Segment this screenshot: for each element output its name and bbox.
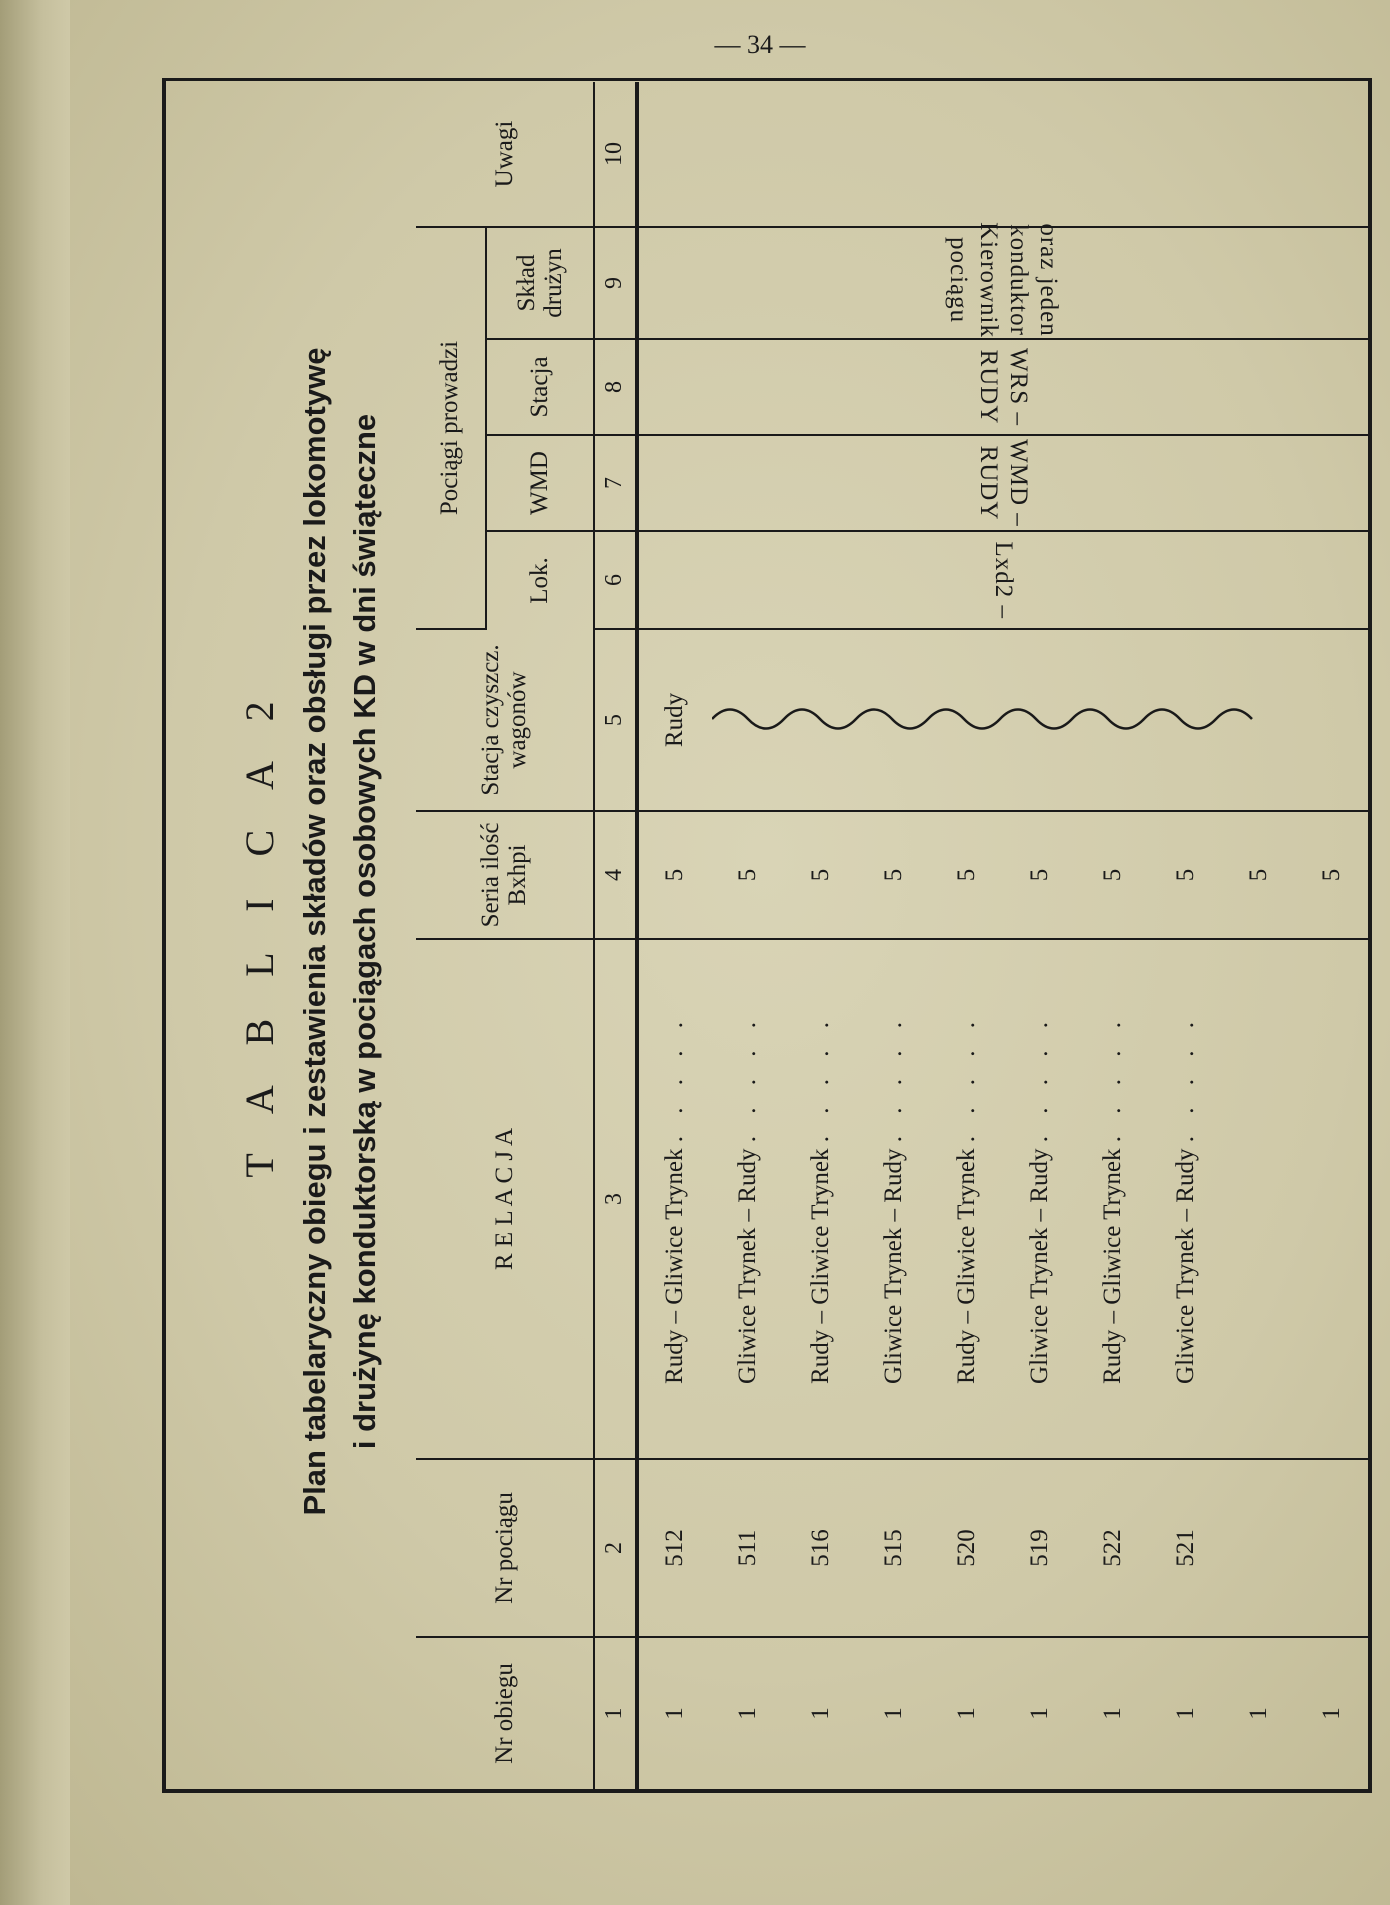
header-nr-obiegu: Nr obiegu	[416, 1637, 594, 1789]
cell-relacja	[785, 939, 858, 1459]
cell-lok-merged	[637, 531, 1368, 629]
relacja-text: Rudy – Gliwice Trynek	[1098, 1148, 1126, 1384]
cell-obieg: 1	[1098, 1707, 1126, 1720]
leader-dots: . . . . .	[807, 1014, 835, 1143]
cell-seria: 5	[1004, 811, 1077, 939]
relacja-text: Gliwice Trynek – Rudy	[1025, 1148, 1053, 1384]
sklad-line-2: oraz jeden konduktor	[1005, 223, 1063, 337]
column-number: 10	[594, 82, 637, 227]
cell-seria: 5	[1295, 811, 1368, 939]
book-binding-edge	[0, 0, 70, 1905]
cell-seria: 5	[1076, 811, 1149, 939]
cell-relacja	[712, 939, 785, 1459]
relacja-text: Gliwice Trynek – Rudy	[734, 1148, 762, 1384]
cell-pociag: 519	[1004, 1459, 1077, 1637]
cell-seria: 5	[1222, 811, 1295, 939]
title-block	[166, 74, 416, 1789]
header-lok: Lok.	[486, 531, 594, 629]
cell-pociag: 520	[931, 1459, 1004, 1637]
cell-relacja	[1149, 939, 1222, 1459]
cell-pociag	[1295, 1459, 1368, 1637]
cell-stacja-merged	[637, 339, 1368, 435]
cell-obieg: 1	[807, 1707, 835, 1720]
table-row	[637, 82, 712, 1789]
cell-pociag: 521	[1149, 1459, 1222, 1637]
cell-relacja	[1222, 939, 1295, 1459]
leader-dots: . . . . .	[880, 1014, 908, 1143]
wavy-continuation-line	[712, 628, 1306, 810]
page-number: — 34 —	[714, 30, 806, 59]
cell-relacja	[931, 939, 1004, 1459]
column-number: 9	[594, 227, 637, 339]
relacja-text: Gliwice Trynek – Rudy	[880, 1148, 908, 1384]
cell-seria: 5	[712, 811, 785, 939]
header-pociagi-prowadzi: Pociągi prowadzi	[416, 227, 486, 629]
relacja-text: Rudy – Gliwice Trynek	[661, 1148, 689, 1384]
table-subtitle-line-2: i drużynę konduktorską w pociągach osobowych KD w dni świąteczne	[347, 413, 382, 1450]
cell-obieg: 1	[1171, 1707, 1199, 1720]
leader-dots: . . . . .	[661, 1014, 689, 1143]
cell-obieg: 1	[880, 1707, 908, 1720]
header-stacja-czyszcz: Stacja czyszcz. wagonów	[416, 629, 594, 811]
cell-obieg: 1	[1244, 1707, 1272, 1720]
header-nr-pociagu: Nr pociągu	[416, 1459, 594, 1637]
cell-relacja	[1295, 939, 1368, 1459]
column-number: 6	[594, 531, 637, 629]
header-stacja: Stacja	[486, 339, 594, 435]
cell-relacja	[1004, 939, 1077, 1459]
header-wmd: WMD	[486, 435, 594, 531]
cell-obieg: 1	[1025, 1707, 1053, 1720]
cell-relacja	[858, 939, 931, 1459]
rotated-table-frame	[162, 78, 1372, 1793]
lok-value: Lxd2 –	[990, 541, 1018, 619]
sklad-line-1: Kierownik pociągu	[945, 222, 1003, 338]
column-number: 2	[594, 1459, 637, 1637]
cell-pociag: 515	[858, 1459, 931, 1637]
stacja-value: WRS – RUDY	[975, 348, 1033, 426]
table-title: T A B L I C A 2	[237, 685, 282, 1178]
cell-obieg: 1	[1317, 1707, 1345, 1720]
column-number: 1	[594, 1637, 637, 1789]
cell-seria: 5	[858, 811, 931, 939]
cell-relacja	[1076, 939, 1149, 1459]
table-panel	[162, 78, 1372, 1793]
leader-dots: . . . . .	[1171, 1014, 1199, 1143]
leader-dots: . . . . .	[734, 1014, 762, 1143]
cell-seria: 5	[785, 811, 858, 939]
header-uwagi: Uwagi	[416, 82, 594, 227]
column-number: 3	[594, 939, 637, 1459]
cell-stacja-czyszcz: Rudy	[637, 629, 712, 811]
cell-pociag	[1222, 1459, 1295, 1637]
cell-seria: 5	[931, 811, 1004, 939]
table-subtitle-line-1: Plan tabelaryczny obiegu i zestawienia składów oraz obsługi przez lokomotywę	[297, 347, 332, 1516]
leader-dots: . . . . .	[953, 1014, 981, 1143]
relacja-text: Rudy – Gliwice Trynek	[953, 1148, 981, 1384]
train-rotation-table	[416, 82, 1368, 1789]
cell-uwagi-merged	[637, 82, 1368, 227]
cell-pociag: 522	[1076, 1459, 1149, 1637]
cell-pociag: 516	[785, 1459, 858, 1637]
relacja-text: Rudy – Gliwice Trynek	[807, 1148, 835, 1384]
cell-seria: 5	[1149, 811, 1222, 939]
cell-obieg: 1	[661, 1707, 689, 1720]
cell-sklad-merged	[637, 222, 1368, 339]
relacja-text: Gliwice Trynek – Rudy	[1171, 1148, 1199, 1384]
cell-stacja-czyszcz-continued	[712, 629, 1368, 811]
cell-obieg: 1	[953, 1707, 981, 1720]
cell-pociag: 512	[637, 1459, 712, 1637]
column-number: 7	[594, 435, 637, 531]
header-seria: Seria ilość Bxhpi	[416, 811, 594, 939]
header-relacja: R E L A C J A	[416, 939, 594, 1459]
leader-dots: . . . . .	[1025, 1014, 1053, 1143]
column-number: 5	[594, 629, 637, 811]
column-number: 8	[594, 339, 637, 435]
wmd-value: WMD – RUDY	[975, 439, 1033, 527]
column-number: 4	[594, 811, 637, 939]
cell-relacja	[637, 939, 712, 1459]
cell-obieg: 1	[734, 1707, 762, 1720]
cell-pociag: 511	[712, 1459, 785, 1637]
cell-wmd-merged	[637, 435, 1368, 531]
header-sklad-druzyn: Skład drużyn	[486, 227, 594, 339]
sklad-value	[943, 222, 1063, 338]
leader-dots: . . . . .	[1098, 1014, 1126, 1143]
cell-seria: 5	[637, 811, 712, 939]
